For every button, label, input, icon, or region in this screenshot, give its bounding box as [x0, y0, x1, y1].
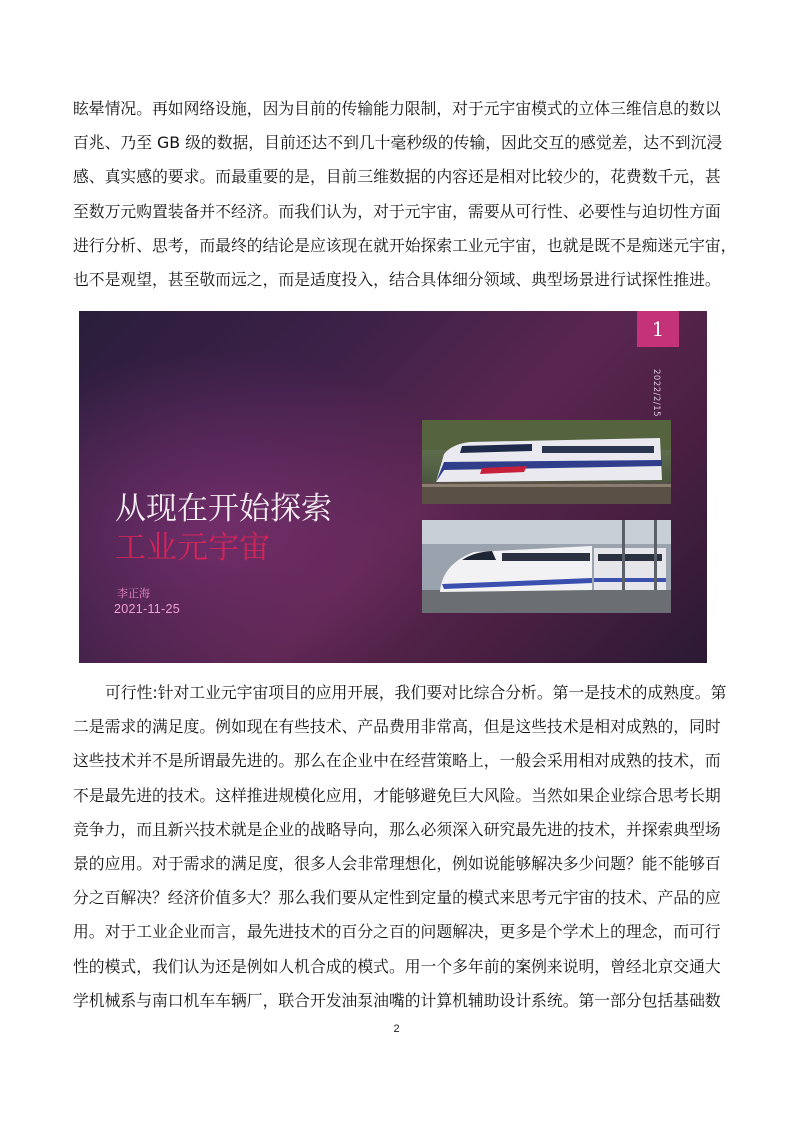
train-photo-1	[422, 420, 671, 504]
paragraph-1	[73, 92, 737, 297]
text-line: 进行分析、思考，而最终的结论是应该现在就开始探索工业元宇宙，也就是既不是痴迷元宇宙，	[73, 235, 737, 255]
slide-title: 从现在开始探索	[115, 491, 332, 527]
text-line: 不是最先进的技术。这样推进规模化应用，才能够避免巨大风险。当然如果企业综合思考长期	[73, 785, 721, 805]
text-line: 二是需求的满足度。例如现在有些技术、产品费用非常高，但是这些技术是相对成熟的，同时	[73, 717, 721, 737]
text-line: 分之百解决？经济价值多大？那么我们要从定性到定量的模式来思考元宇宙的技术、产品的应	[73, 888, 721, 908]
text-line: 也不是观望，甚至敬而远之，而是适度投入，结合具体细分领域、典型场景进行试探性推进。	[73, 270, 721, 290]
slide-image	[79, 311, 707, 663]
slide-date-vertical: 2022/2/15	[651, 369, 661, 418]
text-line: 百兆、乃至 GB 级的数据，目前还达不到几十毫秒级的传输，因此交互的感觉差，达不到沉浸	[73, 133, 723, 153]
text-line: 可行性:针对工业元宇宙项目的应用开展，我们要对比综合分析。第一是技术的成熟度。第	[105, 683, 727, 702]
slide-number: 1	[637, 311, 679, 347]
page-number: 2	[393, 1023, 400, 1035]
slide-subtitle: 工业元宇宙	[115, 530, 270, 566]
text-line: 感、真实感的要求。而最重要的是，目前三维数据的内容还是相对比较少的，花费数千元，甚	[73, 167, 721, 187]
text-line: 竞争力，而且新兴技术就是企业的战略导向，那么必须深入研究最先进的技术，并探索典型场	[73, 819, 721, 839]
text-line: 景的应用。对于需求的满足度，很多人会非常理想化，例如说能够解决多少问题？能不能够百	[73, 854, 721, 874]
text-line: 这些技术并不是所谓最先进的。那么在企业中在经营策略上，一般会采用相对成熟的技术，而	[73, 751, 721, 771]
text-line: 性的模式，我们认为还是例如人机合成的模式。用一个多年前的案例来说明，曾经北京交通大	[73, 956, 721, 976]
text-line: 至数万元购置装备并不经济。而我们认为，对于元宇宙，需要从可行性、必要性与迫切性方面	[73, 201, 721, 221]
text-line: 眩晕情况。再如网络设施，因为目前的传输能力限制，对于元宇宙模式的立体三维信息的数以	[73, 99, 721, 118]
text-line: 学机械系与南口机车车辆厂，联合开发油泵油嘴的计算机辅助设计系统。第一部分包括基础数	[73, 990, 721, 1010]
slide-date: 2021-11-25	[114, 602, 181, 616]
text-line: 用。对于工业企业而言，最先进技术的百分之百的问题解决，更多是个学术上的理念，而可行	[73, 922, 721, 942]
slide-author: 李正海	[117, 587, 150, 600]
train-photo-2	[422, 520, 671, 613]
paragraph-2	[73, 676, 727, 1018]
